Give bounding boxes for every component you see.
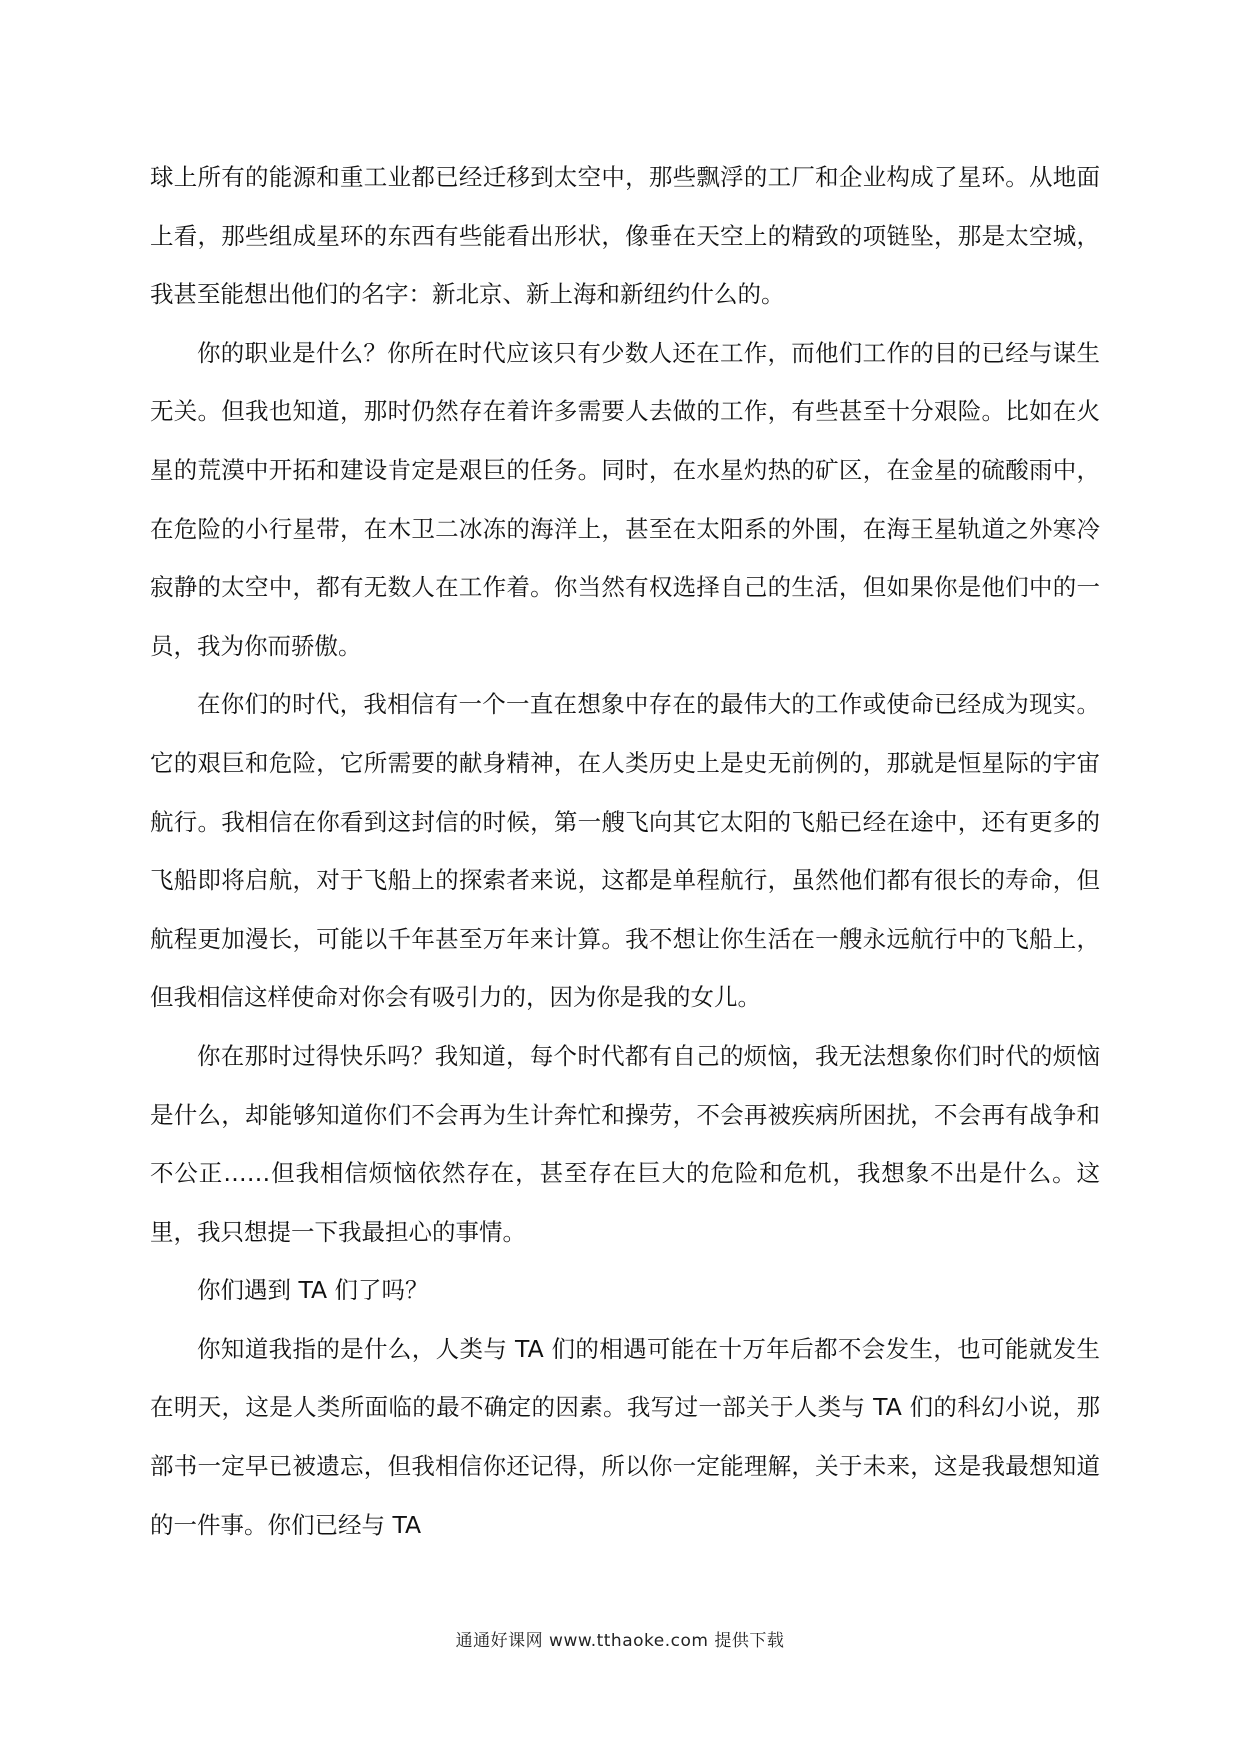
letter-body: [150, 148, 1100, 1554]
page-footer: 通通好课网 www.tthaoke.com 提供下载: [455, 1631, 785, 1651]
paragraph: 你的职业是什么？你所在时代应该只有少数人还在工作，而他们工作的目的已经与谋生无关。但我也知道，那时仍然存在着许多需要人去做的工作，有些甚至十分艰险。比如在火星的荒漠中开拓和建设肯定是艰巨的任务。同时，在水星灼热的矿区，在金星的硫酸雨中，在危险的小行星带，在木卫二冰冻的海洋上，甚至在太阳系的外围，在海王星轨道之外寒冷寂静的太空中，都有无数人在工作着。你当然有权选择自己的生活，但如果你是他们中的一员，我为你而骄傲。: [150, 338, 1100, 660]
paragraph: 你在那时过得快乐吗？我知道，每个时代都有自己的烦恼，我无法想象你们时代的烦恼是什么，却能够知道你们不会再为生计奔忙和操劳，不会再被疾病所困扰，不会再有战争和不公正……但我相信烦恼依然存在，甚至存在巨大的危险和危机，我想象不出是什么。这里，我只想提一下我最担心的事情。: [150, 1041, 1100, 1246]
paragraph-continued: 球上所有的能源和重工业都已经迁移到太空中，那些飘浮的工厂和企业构成了星环。从地面上看，那些组成星环的东西有些能看出形状，像垂在天空上的精致的项链坠，那是太空城，我甚至能想出他们的名字：新北京、新上海和新纽约什么的。: [150, 163, 1100, 309]
paragraph: 你们遇到 TA 们了吗？: [197, 1276, 429, 1305]
paragraph: 你知道我指的是什么，人类与 TA 们的相遇可能在十万年后都不会发生，也可能就发生在明天，这是人类所面临的最不确定的因素。我写过一部关于人类与 TA 们的科幻小说，那部书一定早已被遗忘，但我相信你还记得，所以你一定能理解，关于未来，这是我最想知道的一件事。你们已经与 TA: [150, 1334, 1100, 1539]
paragraph: 在你们的时代，我相信有一个一直在想象中存在的最伟大的工作或使命已经成为现实。它的艰巨和危险，它所需要的献身精神，在人类历史上是史无前例的，那就是恒星际的宇宙航行。我相信在你看到这封信的时候，第一艘飞向其它太阳的飞船已经在途中，还有更多的飞船即将启航，对于飞船上的探索者来说，这都是单程航行，虽然他们都有很长的寿命，但航程更加漫长，可能以千年甚至万年来计算。我不想让你生活在一艘永远航行中的飞船上，但我相信这样使命对你会有吸引力的，因为你是我的女儿。: [150, 690, 1100, 1012]
